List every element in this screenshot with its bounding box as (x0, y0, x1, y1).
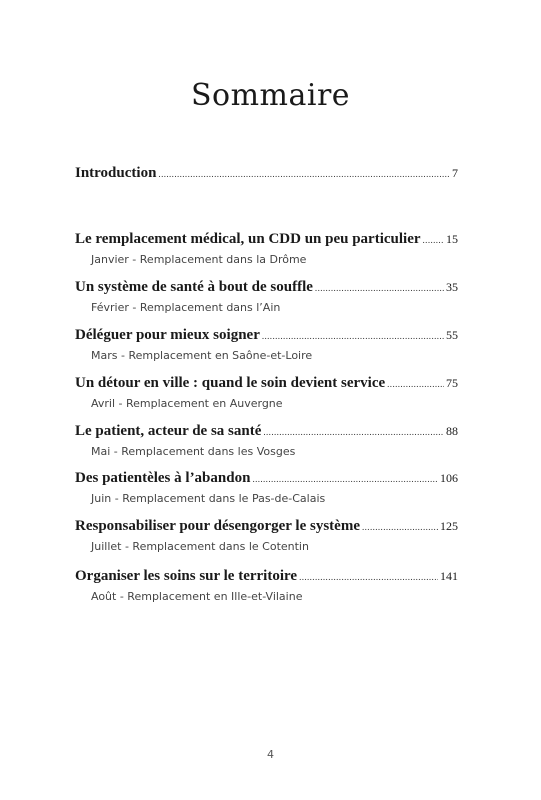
toc-entry-title: Un système de santé à bout de souffle (75, 279, 313, 295)
toc-entry-page: 141 (440, 569, 458, 583)
dot-leader (423, 230, 444, 250)
toc-entry-title: Le remplacement médical, un CDD un peu particulier (75, 231, 421, 247)
toc-entry-title: Introduction (75, 165, 157, 181)
toc-entry-title: Responsabiliser pour désengorger le système (75, 518, 360, 534)
dot-leader (252, 469, 438, 489)
toc-entry-chapter-2[interactable] (75, 277, 458, 315)
dot-leader (315, 278, 444, 298)
toc-entry-chapter-5[interactable] (75, 421, 458, 459)
toc-entry-chapter-1[interactable] (75, 229, 458, 267)
dot-leader (362, 517, 438, 537)
toc-entry-page: 75 (446, 376, 458, 390)
page-title: Sommaire (190, 78, 351, 113)
toc-entry-subtitle: Juillet - Remplacement dans le Cotentin (91, 540, 309, 553)
toc-entry-title: Un détour en ville : quand le soin devient service (75, 375, 386, 391)
page-number: 4 (267, 748, 274, 761)
toc-entry-chapter-7[interactable] (75, 516, 458, 554)
dot-leader (387, 374, 444, 394)
dot-leader (263, 422, 444, 442)
toc-entry-subtitle: Avril - Remplacement en Auvergne (91, 397, 283, 410)
toc-entry-chapter-8[interactable] (75, 566, 458, 604)
dot-leader (299, 567, 438, 587)
toc-entry-subtitle: Janvier - Remplacement dans la Drôme (91, 253, 307, 266)
toc-entry-page: 106 (440, 471, 458, 485)
toc-entry-subtitle: Mai - Remplacement dans les Vosges (91, 445, 296, 458)
toc-entry-chapter-6[interactable] (75, 468, 458, 506)
toc-entry-subtitle: Février - Remplacement dans l’Ain (91, 301, 281, 314)
toc-entry-title: Déléguer pour mieux soigner (75, 327, 260, 343)
toc-entry-chapter-3[interactable] (75, 325, 458, 363)
toc-entry-title: Le patient, acteur de sa santé (75, 423, 262, 439)
toc-entry-introduction[interactable] (75, 163, 458, 184)
toc-entry-page: 7 (452, 166, 458, 180)
toc-entry-page: 88 (446, 424, 458, 438)
toc-entry-title: Organiser les soins sur le territoire (75, 568, 298, 584)
toc-entry-subtitle: Juin - Remplacement dans le Pas-de-Calais (91, 492, 326, 505)
dot-leader (262, 326, 444, 346)
dot-leader (158, 164, 450, 184)
toc-entry-page: 15 (446, 232, 458, 246)
toc-entry-title: Des patientèles à l’abandon (75, 470, 251, 486)
toc-entry-page: 55 (446, 328, 458, 342)
toc-entry-page: 125 (440, 519, 458, 533)
toc-entry-subtitle: Août - Remplacement en Ille-et-Vilaine (91, 590, 303, 603)
toc-entry-chapter-4[interactable] (75, 373, 458, 411)
toc-entry-page: 35 (446, 280, 458, 294)
toc-entry-subtitle: Mars - Remplacement en Saône-et-Loire (91, 349, 313, 362)
